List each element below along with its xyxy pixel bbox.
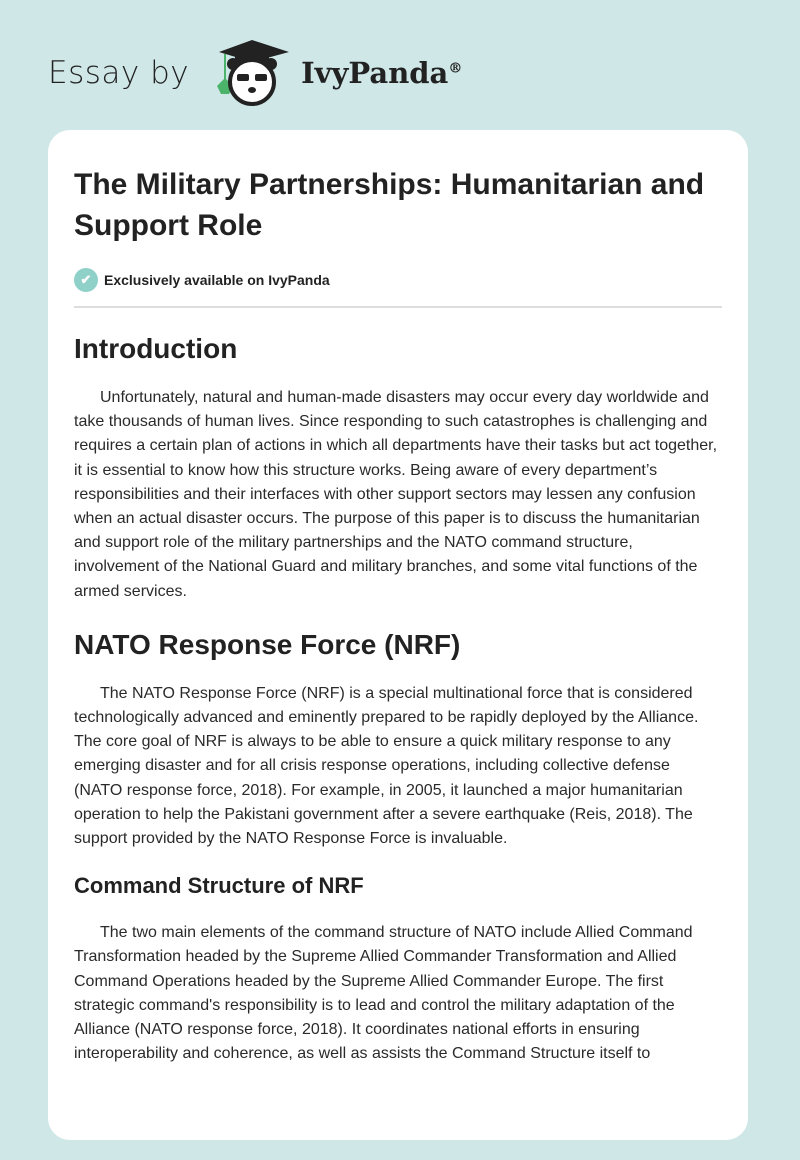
page-title: The Military Partnerships: Humanitarian and Support Role	[74, 168, 705, 242]
essay-by-label: Essay by	[48, 55, 190, 91]
site-header	[48, 38, 462, 108]
section-heading-introduction: Introduction	[74, 333, 238, 364]
exclusive-badge	[74, 268, 722, 308]
section-paragraph: The two main elements of the command structure of NATO include Allied Command Transformation headed by the Supreme Allied Commander Transformation and Allied Command Operations headed by the Supreme Allied Commander Europe. The first strategic command's responsibility is to lead and control the military adaptation of the Alliance (NATO response force, 2018). It coordinates national efforts in ensuring interoperability and coherence, as well as assists the Command Structure itself to	[74, 924, 693, 1063]
essay-card	[48, 130, 748, 1140]
ivypanda-logo-icon[interactable]	[207, 38, 297, 108]
check-icon: ✔	[74, 268, 98, 292]
subsection-heading-command-structure: Command Structure of NRF	[74, 873, 364, 899]
exclusive-label: Exclusively available on IvyPanda	[104, 272, 330, 288]
section-heading-nrf: NATO Response Force (NRF)	[74, 628, 461, 660]
section-paragraph: The NATO Response Force (NRF) is a special multinational force that is considered technologically advanced and eminently prepared to be rapidly deployed by the Alliance. The core goal of NRF is always to be able to ensure a quick military response to any emerging disaster and for all crisis response operations, including collective defense (NATO response force, 2018). For example, in 2005, it launched a major humanitarian operation to help the Pakistani government after a severe earthquake (Reis, 2018). The support provided by the NATO Response Force is invaluable.	[74, 684, 699, 848]
brand-name: IvyPanda®	[301, 56, 463, 90]
section-paragraph: Unfortunately, natural and human-made disasters may occur every day worldwide and take thousands of human lives. Since responding to such catastrophes is challenging and requires a certain plan of actions in which all departments have their tasks but act together, it is essential to know how this structure works. Being aware of every department’s responsibilities and their interfaces with other support sectors may lessen any confusion when an actual disaster occurs. The purpose of this paper is to discuss the humanitarian and support role of the military partnerships and the NATO command structure, involvement of the National Guard and military branches, and some vital functions of the armed services.	[74, 389, 718, 600]
